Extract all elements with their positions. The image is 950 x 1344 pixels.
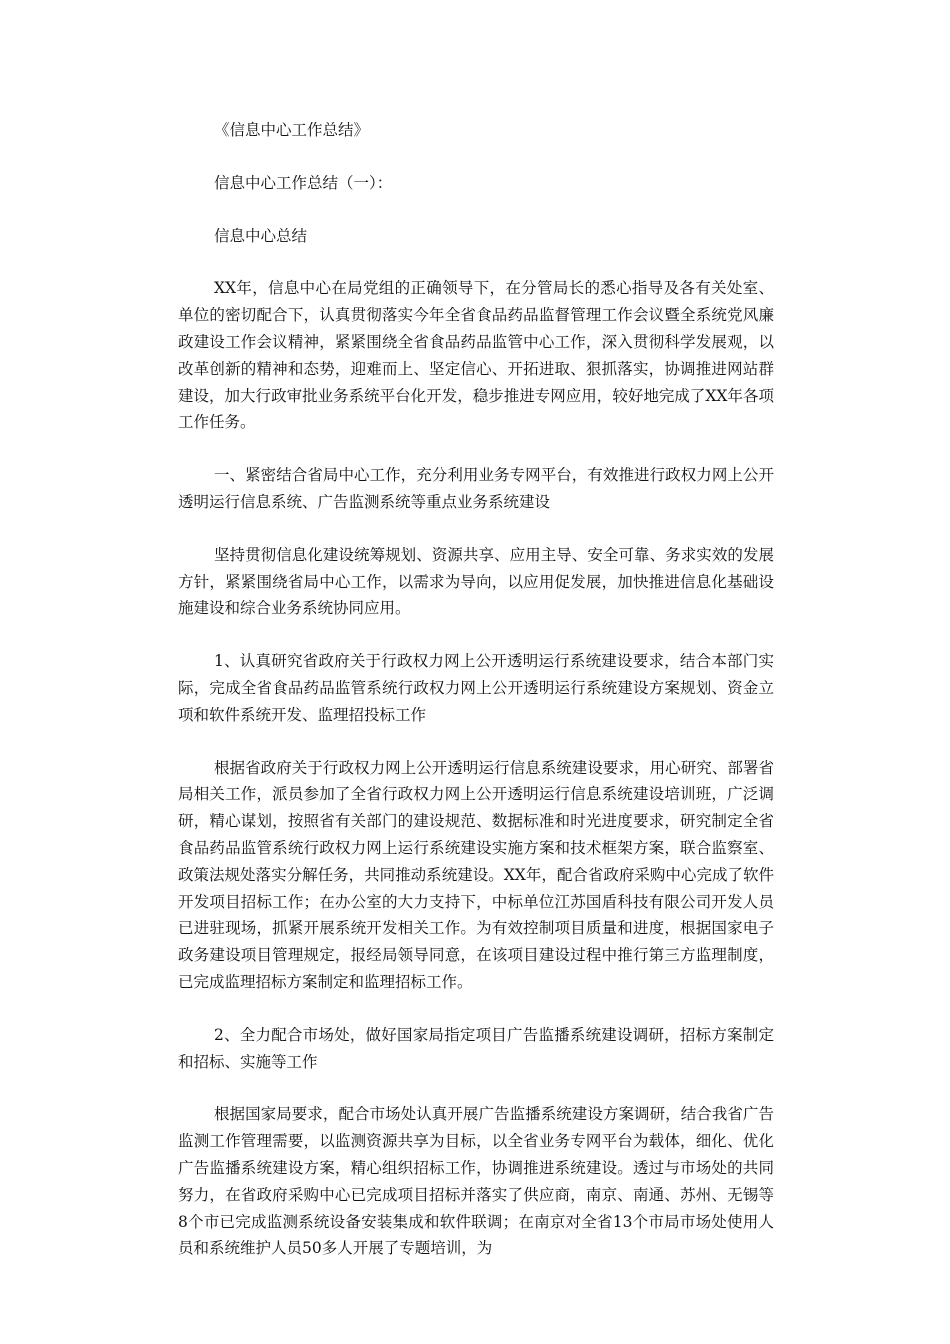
paragraph-item-2: 根据国家局要求，配合市场处认真开展广告监播系统建设方案调研，结合我省广告监测工作管理需要，以监测资源共享为目标，以全省业务专网平台为载体，细化、优化广告监播系统建设方案，精心组织招标工作，协调推进系统建设。透过与市场处的共同努力，在省政府采购中心已完成项目招标并落实了供应商，南京、南通、苏州、无锡等8个市已完成监测系统设备安装集成和软件联调；在南京对全省13个市局市场处使用人员和系统维护人员50多人开展了专题培训，为 (178, 1105, 774, 1258)
heading-part-one: 一、紧密结合省局中心工作，充分利用业务专网平台，有效推进行政权力网上公开透明运行信息系统、广告监测系统等重点业务系统建设 (178, 466, 774, 511)
section-heading: 信息中心总结 (214, 226, 308, 245)
paragraph-policy: 坚持贯彻信息化建设统筹规划、资源共享、应用主导、安全可靠、务求实效的发展方针，紧紧围绕省局中心工作，以需求为导向，以应用促发展，加快推进信息化基础设施建设和综合业务系统协同应用。 (178, 545, 774, 618)
document-body (178, 117, 774, 1262)
document-title: 《信息中心工作总结》 (214, 121, 370, 139)
document-subtitle: 信息中心工作总结（一）： (214, 173, 393, 192)
paragraph-intro: XX年，信息中心在局党组的正确领导下，在分管局长的悉心指导及各有关处室、单位的密切配合下，认真贯彻落实今年全省食品药品监督管理工作会议暨全系统党风廉政建设工作会议精神，紧紧围绕全省食品药品监管中心工作，深入贯彻科学发展观，以改革创新的精神和态势，迎难而上、坚定信心、开拓进取、狠抓落实，协调推进网站群建设，加大行政审批业务系统平台化开发，稳步推进专网应用，较好地完成了XX年各项工作任务。 (178, 279, 774, 432)
subheading-item-1: 1、认真研究省政府关于行政权力网上公开透明运行系统建设要求，结合本部门实际，完成全省食品药品监管系统行政权力网上公开透明运行系统建设方案规划、资金立项和软件系统开发、监理招投标工作 (178, 652, 774, 724)
subheading-item-2: 2、全力配合市场处，做好国家局指定项目广告监播系统建设调研，招标方案制定和招标、实施等工作 (178, 1025, 774, 1071)
paragraph-item-1: 根据省政府关于行政权力网上公开透明运行信息系统建设要求，用心研究、部署省局相关工作，派员参加了全省行政权力网上公开透明运行信息系统建设培训班，广泛调研，精心谋划，按照省有关部门的建设规范、数据标准和时光进度要求，研究制定全省食品药品监管系统行政权力网上运行系统建设实施方案和技术框架方案，联合监察室、政策法规处落实分解任务，共同推动系统建设。XX年，配合省政府采购中心完成了软件开发项目招标工作；在办公室的大力支持下，中标单位江苏国盾科技有限公司开发人员已进驻现场，抓紧开展系统开发相关工作。为有效控制项目质量和进度，根据国家电子政务建设项目管理规定，报经局领导同意，在该项目建设过程中推行第三方监理制度，已完成监理招标方案制定和监理招标工作。 (178, 758, 774, 991)
